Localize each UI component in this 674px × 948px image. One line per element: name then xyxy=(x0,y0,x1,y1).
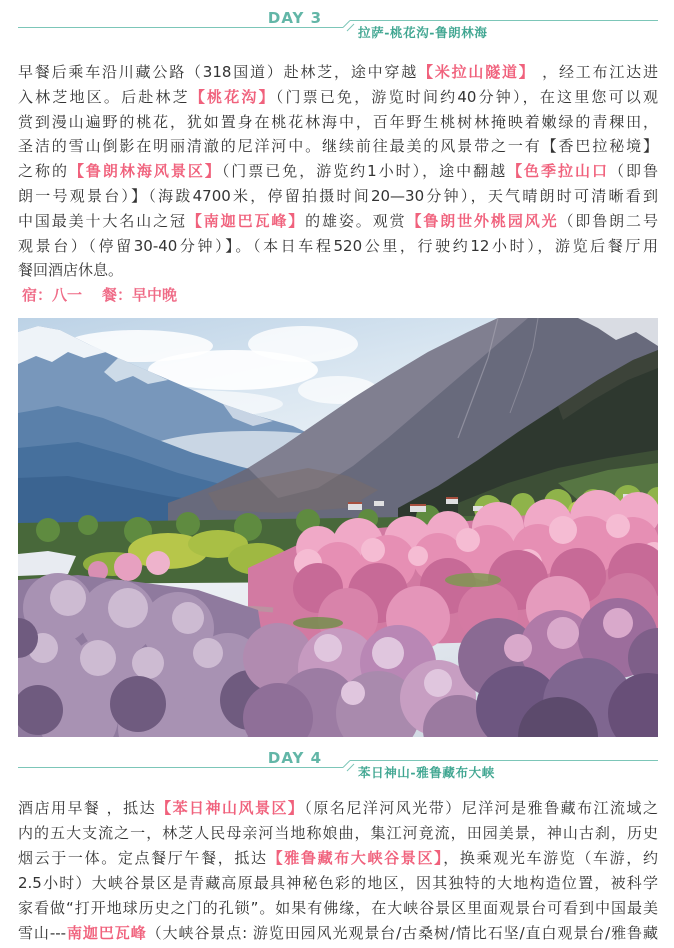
text-segment: 烟云于一体。定点餐厅午餐，抵达 xyxy=(18,848,268,867)
text-segment: （门票已免，游览时间约40分钟），在这里您可以观 xyxy=(275,87,658,106)
text-segment: 入林芝地区。后赴林芝 xyxy=(18,87,190,106)
text-line xyxy=(18,258,658,283)
text-segment: 之称的 xyxy=(18,162,69,181)
text-segment: 酒店用早餐 ，抵达 xyxy=(18,798,157,817)
text-segment: 雪山--- xyxy=(18,923,67,942)
text-line xyxy=(18,921,658,946)
text-segment: 内的五大支流之一，林芝人民母亲河当地称娘曲，集江河竟流，田园美景，神山古刹，历史 xyxy=(18,823,658,842)
highlighted-place-name: 【鲁朗世外桃园风光 xyxy=(406,211,559,230)
text-line xyxy=(18,85,658,110)
highlighted-place-name: 【米拉山隧道】 xyxy=(418,63,536,81)
lodging-label: 宿：八一 xyxy=(22,286,83,305)
highlighted-place-name: 【苯日神山风景区】 xyxy=(156,798,305,817)
text-line xyxy=(18,234,658,259)
text-line xyxy=(18,821,658,846)
peach-blossom-valley-photo xyxy=(18,318,658,737)
highlighted-place-name: 南迦巴瓦峰 xyxy=(66,923,147,942)
text-segment: 2.5小时）大峡谷景区是青藏高原最具神秘色彩的地区，因其独特的大地构造位置，被科学 xyxy=(18,873,658,892)
text-line xyxy=(18,896,658,921)
day4-header xyxy=(0,740,674,785)
text-segment: 中国最美十大名山之冠 xyxy=(18,211,187,230)
river xyxy=(18,551,76,576)
text-line xyxy=(18,184,658,209)
text-line xyxy=(18,796,658,821)
meals-label: 餐：早中晚 xyxy=(102,286,178,305)
text-segment: （门票已免，游览约1小时），途中翻越 xyxy=(221,162,508,181)
day-label: DAY 3 xyxy=(267,9,323,27)
text-line xyxy=(18,60,658,85)
text-segment: 观景台）（停留30-40分钟）】。（本日车程520公里，行驶约12小时），游览后餐厅用 xyxy=(18,236,658,255)
text-segment: ，换乘观光车游览（车游，约 xyxy=(443,848,658,867)
text-segment: （原名尼洋河风光带）尼洋河是雅鲁藏布江流域之 xyxy=(304,798,658,817)
text-line xyxy=(18,846,658,871)
highlighted-place-name: 【雅鲁藏布大峡谷景区】 xyxy=(267,848,444,867)
highlighted-place-name: 【鲁朗林海风景区】 xyxy=(68,162,222,181)
text-segment: 早餐后乘车沿川藏公路（318国道）赴林芝，途中穿越 xyxy=(18,63,419,81)
text-line xyxy=(18,209,658,234)
text-segment: 家看做“打开地球历史之门的孔锁”。如果有佛缘，在大峡谷景区里面观景台可看到中国最美 xyxy=(18,898,658,917)
text-segment: 圣洁的雪山倒影在明丽清澈的尼洋河中。继续前往最美的风景带之一有【香巴拉秘境】 xyxy=(18,137,658,156)
highlighted-place-name: 【南迦巴瓦峰】 xyxy=(186,211,306,230)
day3-itinerary-text xyxy=(18,60,658,308)
text-line xyxy=(18,134,658,159)
day-label: DAY 4 xyxy=(267,749,323,767)
day3-header xyxy=(0,0,674,45)
text-segment: （即鲁朗二号 xyxy=(558,211,658,230)
text-segment: 的雄姿。观赏 xyxy=(305,211,407,230)
purple-blossom-trees-left xyxy=(18,573,280,737)
text-segment: 赏到漫山遍野的桃花，犹如置身在桃花林海中，百年野生桃树林掩映着嫩绿的青稞田， xyxy=(18,112,658,131)
text-segment: （大峡谷景点: 游览田园风光观景台/古桑树/情比石坚/直白观景台/雅鲁藏 xyxy=(146,923,658,942)
day-route-title: 苯日神山-雅鲁藏布大峡 xyxy=(358,765,495,780)
text-segment: ，经工布江达进 xyxy=(535,63,658,81)
text-line xyxy=(18,110,658,135)
landscape-illustration xyxy=(18,318,658,737)
text-line xyxy=(18,871,658,896)
lodging-meals-line xyxy=(18,283,658,308)
text-line xyxy=(18,159,658,184)
text-segment: 餐回酒店休息。 xyxy=(18,261,124,280)
highlighted-place-name: 【色季拉山口 xyxy=(507,162,609,181)
text-segment: 朗一号观景台）】（海跋4700米，停留拍摄时间20—30分钟），天气晴朗时可清晰看到 xyxy=(18,186,658,205)
highlighted-place-name: 【桃花沟】 xyxy=(189,87,276,106)
text-segment: （即鲁 xyxy=(608,162,658,181)
day-route-title: 拉萨-桃花沟-鲁朗林海 xyxy=(358,25,488,40)
day4-itinerary-text xyxy=(18,796,658,946)
